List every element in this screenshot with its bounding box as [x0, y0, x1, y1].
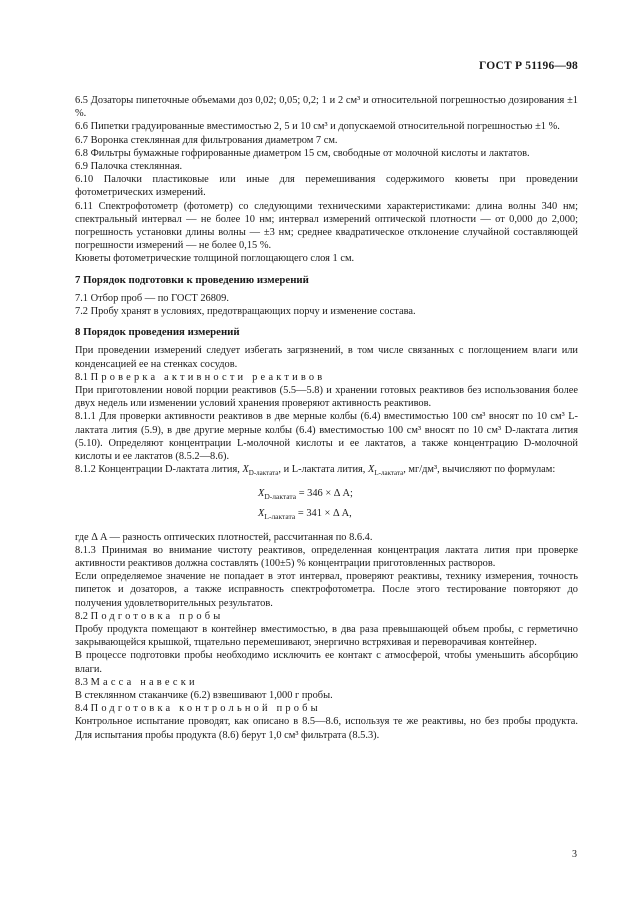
formula-1-lhs: X: [258, 487, 265, 499]
paragraph-8-4: [75, 715, 578, 741]
subsection-8-1-title: Проверка активности реактивов: [90, 371, 326, 383]
text-8-1-2-c: , мг/дм³, вычисляют по формулам:: [403, 464, 556, 476]
paragraph-6-10: [75, 173, 578, 199]
paragraph-6-7: [75, 134, 578, 147]
paragraph-where: [75, 531, 578, 544]
paragraph-6-5: [75, 94, 578, 120]
section-7-title: 7 Порядок подготовки к проведению измерений: [75, 273, 309, 286]
text-6-10: 6.10 Палочки пластиковые или иные для перемешивания содержимого кюветы при проведении фотометрических измерений.: [75, 174, 578, 199]
paragraph-8-intro: [75, 344, 578, 370]
subsection-8-2-number: 8.2: [75, 610, 88, 622]
standard-number: ГОСТ Р 51196—98: [479, 60, 578, 72]
text-6-7: 6.7 Воронка стеклянная для фильтрования диаметром 7 см.: [75, 134, 338, 146]
subsection-8-3-title: Масса навески: [90, 676, 198, 688]
text-8-2-b: В процессе подготовки пробы необходимо исключить ее контакт с атмосферой, чтобы уменьшить абсорбцию влаги.: [75, 650, 578, 675]
text-8-1-3-b: Если определяемое значение не попадает в этот интервал, проверяют реактивы, технику измерения, точность пипеток и дозаторов, а также исправность спектрофотометра. После этого тестирование повторяют до получения удовлетворительных результатов.: [75, 571, 578, 609]
formula-1-sub: D-лактата: [264, 491, 297, 501]
document-body: [75, 94, 578, 742]
text-8-1-2-b: , и L-лактата лития,: [278, 464, 366, 476]
subsection-8-3-number: 8.3: [75, 676, 88, 688]
subsection-8-2-heading: [75, 610, 578, 623]
paragraph-8-1: [75, 384, 578, 410]
paragraph-6-6: [75, 120, 578, 133]
text-8-3: В стеклянном стаканчике (6.2) взвешивают 1,000 г пробы.: [75, 690, 333, 701]
subsection-8-2-title: Подготовка пробы: [90, 610, 224, 622]
symbol-x-l-sub: L-лактата: [374, 469, 404, 478]
formula-1-rhs: = 346 × Δ A;: [298, 487, 353, 499]
subsection-8-4-number: 8.4: [75, 703, 88, 715]
formula-l-lactate: [258, 507, 578, 527]
text-6-8: 6.8 Фильтры бумажные гофрированные диаметром 15 см, свободные от молочной кислоты и лактатов.: [75, 147, 530, 159]
text-8-intro: При проведении измерений следует избегать загрязнений, в том числе связанных с поглощением влаги или конденсацией ее на стенках сосудов.: [75, 345, 578, 370]
formula-2-rhs: = 341 × Δ A,: [297, 507, 352, 519]
paragraph-6-9: [75, 160, 578, 173]
formula-block: [258, 487, 578, 527]
text-cuvettes: Кюветы фотометрические толщиной поглощающего слоя 1 см.: [75, 253, 355, 265]
page-number: 3: [572, 849, 577, 860]
formula-2-sub: L-лактата: [264, 511, 296, 521]
text-6-6: 6.6 Пипетки градуированные вместимостью 2, 5 и 10 см³ и допускаемой относительной погрешностью ±1 %.: [75, 121, 560, 133]
symbol-x-d: X: [242, 464, 249, 476]
paragraph-6-11: [75, 200, 578, 253]
paragraph-8-3: [75, 689, 578, 702]
paragraph-8-1-3: [75, 544, 578, 570]
formula-2-lhs: X: [258, 507, 265, 519]
paragraph-8-1-1: [75, 410, 578, 463]
paragraph-8-2: [75, 623, 578, 649]
subsection-8-3-heading: [75, 676, 578, 689]
text-8-1: При приготовлении новой порции реактивов (5.5—5.8) и хранении готовых реактивов без использования более двух недель или изменении условий хранения проверяют активность реактивов.: [75, 385, 578, 410]
text-7-1: 7.1 Отбор проб — по ГОСТ 26809.: [75, 292, 229, 304]
text-where: где Δ A — разность оптических плотностей, рассчитанная по 8.6.4.: [75, 531, 373, 543]
text-8-2: Пробу продукта помещают в контейнер вместимостью, в два раза превышающей объем пробы, с герметично закрывающейся крышкой, тщательно перемешивают, энергично встряхивая и переворачивая контейнер.: [75, 623, 578, 649]
text-8-1-1: 8.1.1 Для проверки активности реактивов в две мерные колбы (6.4) вместимостью 100 см³ вносят по 10 см³ L-лактата лития (5.9), в две другие мерные колбы (6.4) вместимостью 100 см³ вносят по 10 см³ D-лактата лития (5.10). Определяют концентрации L-молочной кислоты и ее лактатов, а также концентрацию D-молочной кислоты и ее лактатов (8.5.2—8.6).: [75, 411, 578, 463]
text-8-4: Контрольное испытание проводят, как описано в 8.5—8.6, используя те же реактивы, но без пробы продукта. Для испытания пробы продукта (8.6) берут 1,0 см³ фильтрата (8.5.3).: [75, 716, 578, 741]
paragraph-7-2: [75, 305, 578, 318]
text-6-9: 6.9 Палочка стеклянная.: [75, 161, 183, 173]
symbol-x-l: X: [368, 464, 375, 476]
subsection-8-4-title: Подготовка контрольной пробы: [90, 703, 321, 715]
section-8-title: 8 Порядок проведения измерений: [75, 326, 240, 339]
paragraph-8-2-b: [75, 649, 578, 675]
subsection-8-4-heading: [75, 702, 578, 715]
formula-d-lactate: [258, 487, 578, 507]
text-8-1-3: 8.1.3 Принимая во внимание чистоту реактивов, определенная концентрация лактата лития при проверке активности реактивов должна составлять (100±5) % концентрации приготовленных растворов.: [75, 544, 578, 569]
text-8-1-2-a: 8.1.2 Концентрации D-лактата лития,: [75, 464, 240, 476]
paragraph-6-8: [75, 147, 578, 160]
paragraph-8-1-2: [75, 463, 578, 480]
text-7-2: 7.2 Пробу хранят в условиях, предотвращающих порчу и изменение состава.: [75, 306, 416, 318]
text-6-5: 6.5 Дозаторы пипеточные объемами доз 0,02; 0,05; 0,2; 1 и 2 см³ и относительной погрешностью дозирования ±1 %.: [75, 95, 578, 120]
paragraph-cuvettes: [75, 252, 578, 265]
text-6-11: 6.11 Спектрофотометр (фотометр) со следующими техническими характеристиками: длина волны 340 нм; спектральный интервал — не более 10 нм; интервал измерений оптической плотности — от 0,000 до 2,000; погрешность установки длины волны — ±3 нм; среднее квадратическое отклонение случайной составляющей погрешности измерений — не более 0,15 %.: [75, 200, 578, 252]
paragraph-7-1: [75, 292, 578, 305]
subsection-8-1-number: 8.1: [75, 371, 88, 383]
paragraph-8-1-3-b: [75, 570, 578, 610]
symbol-x-d-sub: D-лактата: [248, 469, 279, 478]
subsection-8-1-heading: [75, 371, 578, 384]
